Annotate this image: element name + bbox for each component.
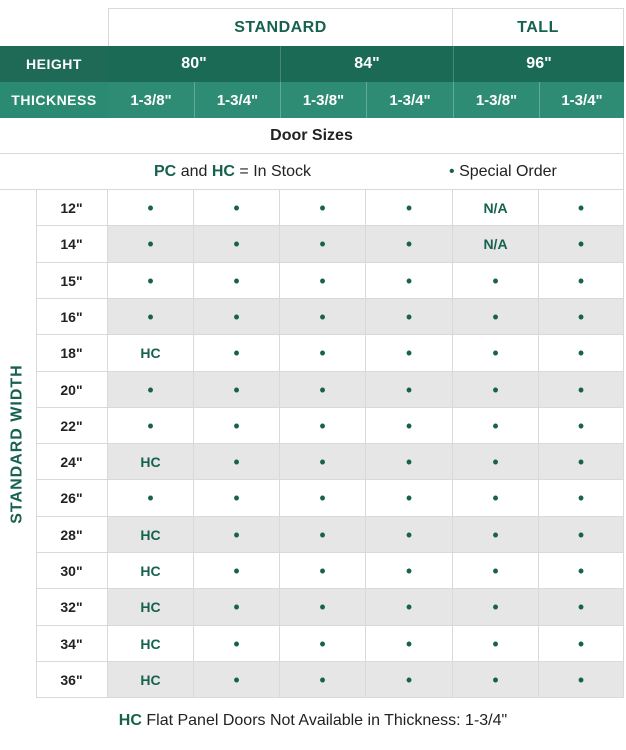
table-cell: [280, 444, 366, 480]
special-order-dot-icon: •: [577, 270, 585, 291]
height-84: 84": [280, 46, 453, 82]
special-order-dot-icon: •: [405, 343, 413, 363]
table-cell: [280, 299, 366, 335]
special-order-dot-icon: •: [405, 524, 413, 545]
table-cell: [108, 372, 194, 408]
table-cell: [539, 335, 624, 372]
width-label: 22": [36, 408, 108, 444]
table-cell: [108, 408, 194, 444]
table-cell: [194, 372, 280, 408]
table-cell: [539, 226, 624, 263]
table-cell: [366, 263, 453, 299]
table-cell: [453, 299, 539, 335]
height-96: 96": [453, 46, 624, 82]
special-order-dot-icon: •: [492, 524, 499, 545]
table-cell: [366, 408, 453, 444]
special-order-dot-icon: •: [319, 488, 326, 508]
table-cell: [366, 480, 453, 517]
table-cell: [539, 299, 624, 335]
table-cell: [453, 626, 539, 662]
special-order-dot-icon: •: [405, 379, 413, 400]
table-cell: [280, 372, 366, 408]
special-order-dot-icon: •: [319, 415, 326, 436]
table-cell: [280, 589, 366, 626]
special-order-dot-icon: •: [577, 197, 585, 218]
width-label: 30": [36, 553, 108, 589]
height-label: HEIGHT: [0, 46, 108, 82]
table-cell: [194, 553, 280, 589]
special-order-dot-icon: •: [319, 234, 326, 254]
table-cell: [366, 226, 453, 263]
legend-in-stock: [154, 163, 311, 181]
table-cell: [453, 335, 539, 372]
special-order-dot-icon: •: [319, 306, 326, 327]
table-cell: [280, 553, 366, 589]
cell-value: HC: [140, 599, 161, 615]
special-order-dot-icon: •: [319, 343, 326, 363]
table-cell: [453, 190, 539, 226]
special-order-dot-icon: •: [577, 524, 585, 545]
table-cell: [108, 444, 194, 480]
table-cell: [366, 372, 453, 408]
table-cell: [453, 263, 539, 299]
table-cell: [194, 408, 280, 444]
table-cell: [539, 517, 624, 553]
special-order-dot-icon: •: [147, 379, 154, 400]
table-cell: [539, 372, 624, 408]
table-cell: [453, 553, 539, 589]
special-order-dot-icon: •: [492, 270, 499, 291]
table-cell: [366, 517, 453, 553]
cell-value: HC: [140, 562, 161, 579]
table-cell: [366, 299, 453, 335]
cell-value: HC: [140, 635, 161, 652]
table-cell: [194, 444, 280, 480]
table-cell: [194, 662, 280, 698]
special-order-dot-icon: •: [577, 379, 585, 400]
special-order-dot-icon: •: [233, 306, 240, 327]
thickness-col-4: 1-3/4": [366, 82, 453, 118]
special-order-dot-icon: •: [147, 270, 154, 291]
table-cell: [108, 553, 194, 589]
special-order-dot-icon: •: [233, 669, 240, 690]
table-cell: [280, 626, 366, 662]
thickness-label: THICKNESS: [0, 82, 108, 118]
special-order-dot-icon: •: [319, 597, 326, 617]
cell-value: HC: [140, 526, 161, 543]
table-cell: [539, 263, 624, 299]
special-order-dot-icon: •: [319, 379, 326, 400]
width-label: 20": [36, 372, 108, 408]
table-cell: [194, 480, 280, 517]
special-order-dot-icon: •: [147, 306, 154, 327]
table-cell: [539, 589, 624, 626]
table-cell: [280, 517, 366, 553]
footnote-hc: HC: [118, 712, 142, 729]
table-cell: [366, 553, 453, 589]
table-cell: [194, 190, 280, 226]
table-cell: [280, 190, 366, 226]
table-cell: [539, 553, 624, 589]
group-tall: TALL: [453, 8, 624, 46]
legend-in-stock-text: = In Stock: [239, 162, 311, 180]
table-cell: [108, 662, 194, 698]
table-cell: [194, 335, 280, 372]
special-order-dot-icon: •: [405, 270, 413, 291]
table-cell: [453, 480, 539, 517]
special-order-dot-icon: •: [492, 560, 499, 581]
table-cell: [194, 263, 280, 299]
legend-pc: PC: [154, 162, 177, 180]
table-cell: [280, 226, 366, 263]
thickness-col-1: 1-3/8": [108, 82, 194, 118]
group-standard: STANDARD: [108, 8, 453, 46]
special-order-dot-icon: •: [147, 488, 154, 508]
cell-value: HC: [140, 671, 161, 688]
special-order-dot-icon: •: [233, 415, 240, 436]
special-order-dot-icon: •: [492, 488, 499, 508]
width-label: 36": [36, 662, 108, 698]
special-order-dot-icon: •: [577, 597, 585, 617]
table-cell: [108, 589, 194, 626]
width-label: 12": [36, 190, 108, 226]
special-order-dot-icon: •: [147, 234, 154, 254]
special-order-dot-icon: •: [319, 524, 326, 545]
table-cell: [453, 589, 539, 626]
special-order-dot-icon: •: [577, 488, 585, 508]
special-order-dot-icon: •: [233, 270, 240, 291]
special-order-dot-icon: •: [233, 633, 240, 654]
table-cell: [539, 480, 624, 517]
special-order-dot-icon: •: [577, 306, 585, 327]
footnote: [0, 712, 626, 730]
thickness-col-3: 1-3/8": [280, 82, 366, 118]
special-order-dot-icon: •: [577, 669, 585, 690]
table-cell: [280, 408, 366, 444]
table-cell: [453, 226, 539, 263]
special-order-dot-icon: •: [319, 270, 326, 291]
special-order-dot-icon: •: [405, 597, 413, 617]
table-cell: [366, 662, 453, 698]
special-order-dot-icon: •: [233, 597, 240, 617]
table-cell: [539, 626, 624, 662]
special-order-dot-icon: •: [319, 197, 326, 218]
table-cell: [108, 335, 194, 372]
special-order-dot-icon: •: [233, 560, 240, 581]
table-cell: [539, 408, 624, 444]
table-cell: [108, 480, 194, 517]
width-label: 26": [36, 480, 108, 517]
standard-width-text: STANDARD WIDTH: [9, 364, 26, 524]
special-order-dot-icon: •: [405, 234, 413, 254]
thickness-col-5: 1-3/8": [453, 82, 539, 118]
table-cell: [280, 662, 366, 698]
special-order-dot-icon: •: [233, 379, 240, 400]
cell-value: N/A: [483, 199, 508, 216]
table-cell: [539, 444, 624, 480]
height-80: 80": [108, 46, 280, 82]
special-order-dot-icon: •: [405, 560, 413, 581]
special-order-dot-icon: •: [577, 451, 585, 472]
standard-width-label: [0, 190, 37, 698]
special-order-dot-icon: •: [233, 488, 240, 508]
table-cell: [366, 589, 453, 626]
table-cell: [108, 626, 194, 662]
cell-value: N/A: [483, 236, 508, 252]
special-order-dot-icon: •: [492, 415, 499, 436]
special-order-dot-icon: •: [577, 234, 585, 254]
legend-and: and: [180, 162, 208, 180]
special-order-dot-icon: •: [492, 633, 499, 654]
cell-value: HC: [140, 453, 161, 470]
special-order-dot-icon: •: [405, 488, 413, 508]
thickness-col-2: 1-3/4": [194, 82, 280, 118]
special-order-dot-icon: •: [233, 234, 240, 254]
table-cell: [366, 626, 453, 662]
table-cell: [280, 263, 366, 299]
table-cell: [366, 335, 453, 372]
width-label: 14": [36, 226, 108, 263]
table-cell: [366, 190, 453, 226]
table-cell: [453, 444, 539, 480]
legend: [0, 154, 624, 190]
special-order-dot-icon: •: [147, 197, 154, 218]
table-cell: [108, 263, 194, 299]
width-label: 16": [36, 299, 108, 335]
table-cell: [194, 226, 280, 263]
width-label: 28": [36, 517, 108, 553]
table-cell: [366, 444, 453, 480]
table-cell: [453, 517, 539, 553]
thickness-col-6: 1-3/4": [539, 82, 624, 118]
special-order-dot-icon: •: [147, 415, 154, 436]
table-cell: [280, 335, 366, 372]
door-sizes-title: Door Sizes: [0, 118, 624, 154]
cell-value: HC: [140, 345, 161, 361]
special-order-dot-icon: •: [233, 343, 240, 363]
special-order-dot-icon: •: [492, 597, 499, 617]
table-cell: [108, 226, 194, 263]
table-cell: [539, 662, 624, 698]
table-cell: [194, 517, 280, 553]
special-order-dot-icon: •: [319, 451, 326, 472]
legend-hc: HC: [211, 162, 235, 180]
special-order-dot-icon: •: [577, 415, 585, 436]
special-order-dot-icon: •: [319, 669, 326, 690]
special-order-dot-icon: •: [233, 451, 240, 472]
legend-special-order: [449, 163, 557, 181]
special-order-dot-icon: •: [319, 560, 326, 581]
special-order-dot-icon: •: [405, 306, 413, 327]
table-cell: [453, 372, 539, 408]
special-order-dot-icon: •: [405, 415, 413, 436]
width-label: 15": [36, 263, 108, 299]
width-label: 34": [36, 626, 108, 662]
table-cell: [108, 299, 194, 335]
legend-special-order-text: Special Order: [459, 162, 557, 180]
table-cell: [194, 299, 280, 335]
special-order-dot-icon: •: [233, 197, 240, 218]
width-label: 18": [36, 335, 108, 372]
table-cell: [539, 190, 624, 226]
table-cell: [108, 517, 194, 553]
special-order-dot-icon: •: [405, 669, 413, 690]
table-cell: [194, 589, 280, 626]
special-order-dot-icon: •: [577, 560, 585, 581]
special-order-dot-icon: •: [405, 451, 413, 472]
special-order-dot-icon: •: [405, 197, 413, 218]
special-order-dot-icon: •: [233, 524, 240, 545]
special-order-dot-icon: •: [492, 379, 499, 400]
table-cell: [453, 662, 539, 698]
special-order-dot-icon: •: [319, 633, 326, 654]
special-order-dot-icon: •: [492, 451, 499, 472]
width-label: 32": [36, 589, 108, 626]
special-order-dot-icon: •: [492, 669, 499, 690]
special-order-dot-icon: •: [405, 633, 413, 654]
table-cell: [280, 480, 366, 517]
special-order-dot-icon: •: [577, 633, 585, 654]
special-order-dot-icon: •: [492, 343, 499, 363]
special-order-dot-icon: •: [492, 306, 499, 327]
table-cell: [108, 190, 194, 226]
table-cell: [194, 626, 280, 662]
legend-dot-icon: •: [449, 162, 455, 180]
footnote-text: Flat Panel Doors Not Available in Thickness: 1-3/4": [146, 712, 508, 729]
width-label: 24": [36, 444, 108, 480]
special-order-dot-icon: •: [577, 343, 585, 363]
table-cell: [453, 408, 539, 444]
